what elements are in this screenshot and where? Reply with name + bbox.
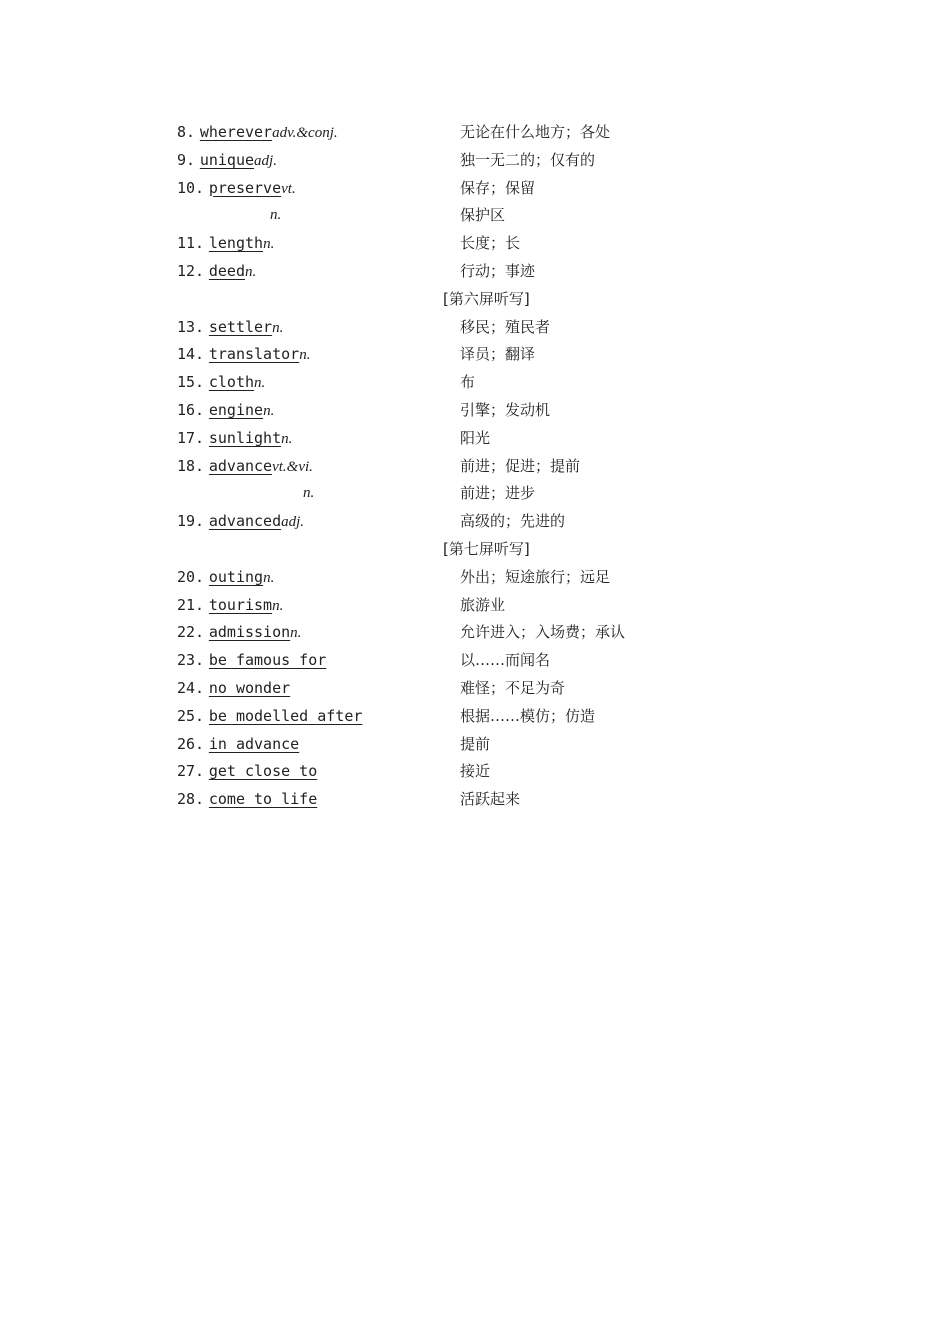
chinese-meaning: 前进；促进；提前 xyxy=(460,456,581,475)
vocab-term xyxy=(177,619,301,646)
item-number: 11. xyxy=(177,234,205,253)
chinese-meaning: 布 xyxy=(460,373,476,392)
vocab-term xyxy=(177,147,277,174)
english-word: no wonder xyxy=(208,679,291,697)
chinese-meaning: 允许进入；入场费；承认 xyxy=(460,623,626,642)
english-word: tourism xyxy=(208,595,273,614)
part-of-speech: n. xyxy=(303,485,315,502)
vocab-term xyxy=(177,397,274,424)
section-title: [第六屏听写] xyxy=(443,289,530,308)
item-number: 17. xyxy=(177,428,205,447)
vocab-row xyxy=(0,564,950,590)
english-word: get close to xyxy=(208,762,318,781)
vocab-row xyxy=(0,508,950,534)
chinese-meaning: 前进；进步 xyxy=(460,484,536,503)
part-of-speech: n. xyxy=(263,236,275,253)
english-word: wherever xyxy=(199,123,273,141)
part-of-speech: n. xyxy=(270,207,282,224)
item-number: 20. xyxy=(177,567,205,586)
item-number: 24. xyxy=(177,679,205,697)
item-number: 22. xyxy=(177,623,205,642)
vocab-row xyxy=(0,731,950,757)
chinese-meaning: 长度；长 xyxy=(460,234,521,253)
english-word: advanced xyxy=(208,512,282,531)
part-of-speech: adj. xyxy=(254,152,277,169)
vocab-row xyxy=(0,647,950,673)
part-of-speech: n. xyxy=(281,430,293,447)
chinese-meaning: 活跃起来 xyxy=(460,790,521,809)
chinese-meaning: 无论在什么地方；各处 xyxy=(460,123,611,141)
chinese-meaning: 引擎；发动机 xyxy=(460,401,551,419)
vocab-row xyxy=(0,619,950,645)
item-number: 15. xyxy=(177,373,205,392)
vocab-row xyxy=(0,314,950,340)
item-number: 28. xyxy=(177,790,205,809)
vocab-term xyxy=(177,758,317,784)
english-word: deed xyxy=(208,262,245,280)
chinese-meaning: 独一无二的；仅有的 xyxy=(460,150,596,169)
part-of-speech: adv.&conj. xyxy=(272,125,338,141)
vocab-term xyxy=(177,119,338,146)
english-word: be famous for xyxy=(208,651,327,670)
part-of-speech: vt. xyxy=(281,180,296,197)
vocab-term xyxy=(177,175,296,202)
chinese-meaning: 根据……模仿；仿造 xyxy=(460,706,596,725)
english-word: advance xyxy=(208,456,273,475)
vocab-term xyxy=(177,341,310,368)
vocab-term xyxy=(177,425,292,452)
item-number: 14. xyxy=(177,345,205,364)
vocab-row xyxy=(0,147,950,173)
vocab-row xyxy=(0,453,950,479)
vocab-row xyxy=(0,341,950,367)
vocab-term xyxy=(177,731,299,757)
item-number: 21. xyxy=(177,595,205,614)
vocab-row xyxy=(0,592,950,618)
part-of-speech: n. xyxy=(290,625,302,642)
section-heading xyxy=(0,536,950,562)
item-number: 27. xyxy=(177,762,205,781)
vocab-term xyxy=(177,453,313,480)
vocab-term xyxy=(177,675,290,701)
chinese-meaning: 移民；殖民者 xyxy=(460,317,551,336)
part-of-speech: n. xyxy=(272,319,284,336)
vocab-term xyxy=(177,314,283,341)
part-of-speech: n. xyxy=(272,597,284,614)
item-number: 26. xyxy=(177,734,205,753)
item-number: 13. xyxy=(177,317,205,336)
vocab-term xyxy=(177,703,362,729)
chinese-meaning: 保存；保留 xyxy=(460,178,536,197)
chinese-meaning: 以……而闻名 xyxy=(460,651,551,670)
english-word: come to life xyxy=(208,790,318,809)
vocab-row xyxy=(0,369,950,395)
chinese-meaning: 难怪；不足为奇 xyxy=(460,679,566,697)
vocab-row xyxy=(0,230,950,256)
chinese-meaning: 提前 xyxy=(460,734,491,753)
chinese-meaning: 高级的；先进的 xyxy=(460,512,566,531)
vocab-row xyxy=(0,758,950,784)
vocab-row xyxy=(0,703,950,729)
item-number: 23. xyxy=(177,651,205,670)
vocab-row xyxy=(0,425,950,451)
part-of-speech: adj. xyxy=(281,514,305,531)
chinese-meaning: 旅游业 xyxy=(460,595,506,614)
vocab-term xyxy=(177,647,326,673)
vocab-row xyxy=(0,675,950,701)
chinese-meaning: 阳光 xyxy=(460,428,491,447)
vocab-term xyxy=(177,258,256,285)
item-number: 25. xyxy=(177,706,205,725)
english-word: cloth xyxy=(208,373,255,392)
english-word: admission xyxy=(208,623,291,642)
vocab-term xyxy=(177,369,265,396)
vocab-term xyxy=(177,230,274,257)
vocab-row xyxy=(0,480,950,506)
item-number: 12. xyxy=(177,262,205,280)
english-word: engine xyxy=(208,401,264,419)
english-word: preserve xyxy=(208,178,282,197)
item-number: 10. xyxy=(177,178,205,197)
item-number: 9. xyxy=(177,150,196,169)
english-word: translator xyxy=(208,345,300,364)
part-of-speech: n. xyxy=(254,375,266,392)
english-word: settler xyxy=(208,317,273,336)
chinese-meaning: 译员；翻译 xyxy=(460,345,536,364)
item-number: 16. xyxy=(177,401,205,419)
vocab-row xyxy=(0,786,950,812)
vocab-row xyxy=(0,202,950,228)
vocab-row xyxy=(0,119,950,145)
part-of-speech: n. xyxy=(263,569,275,586)
english-word: be modelled after xyxy=(208,706,363,725)
english-word: unique xyxy=(199,150,255,169)
english-word: length xyxy=(208,234,264,253)
vocab-row xyxy=(0,258,950,284)
part-of-speech: n. xyxy=(245,264,257,280)
part-of-speech: n. xyxy=(299,347,311,364)
vocab-term xyxy=(177,564,274,591)
section-heading xyxy=(0,286,950,312)
item-number: 8. xyxy=(177,123,196,141)
english-word: sunlight xyxy=(208,428,282,447)
item-number: 19. xyxy=(177,512,205,531)
vocab-term xyxy=(177,786,317,812)
item-number: 18. xyxy=(177,456,205,475)
chinese-meaning: 外出；短途旅行；远足 xyxy=(460,567,611,586)
part-of-speech: n. xyxy=(263,403,275,419)
vocab-row xyxy=(0,397,950,423)
chinese-meaning: 行动；事迹 xyxy=(460,262,536,280)
vocab-term xyxy=(177,592,283,619)
section-title: [第七屏听写] xyxy=(443,540,530,558)
english-word: in advance xyxy=(208,734,300,753)
part-of-speech: vt.&vi. xyxy=(272,458,313,475)
chinese-meaning: 接近 xyxy=(460,762,491,781)
vocab-term xyxy=(177,508,304,535)
vocab-row xyxy=(0,175,950,201)
chinese-meaning: 保护区 xyxy=(460,206,506,225)
english-word: outing xyxy=(208,567,264,586)
